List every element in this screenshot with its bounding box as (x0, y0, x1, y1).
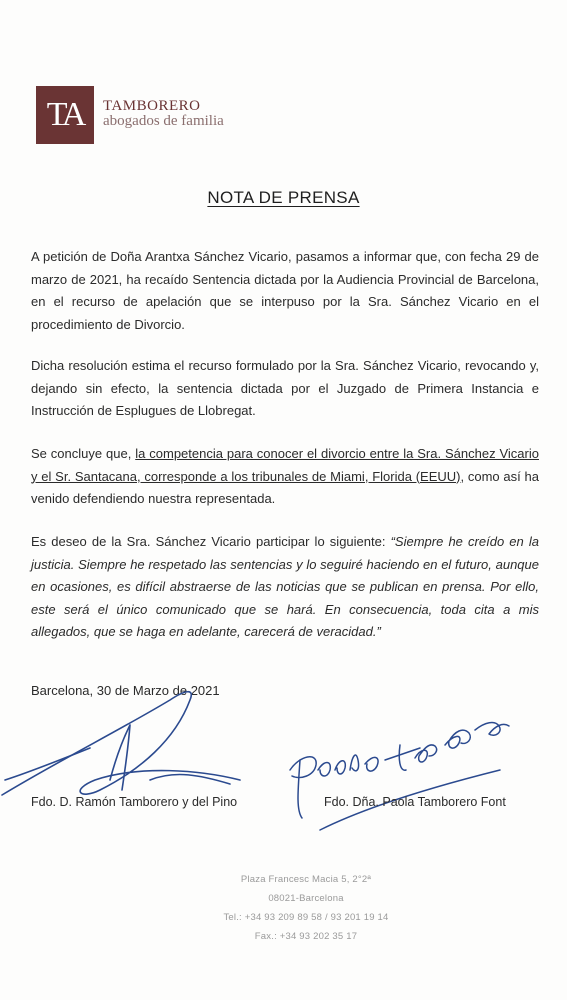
paragraph-4-quote: “Siempre he creído en la justicia. Siempre he respetado las sentencias y lo seguiré haciendo en el futuro, aunque en ocasiones, es difícil abstraerse de las noticias que se publican en prensa. Por ello, este será el único comunicado que se hará. En consecuencia, toda cita a mis allegados, que se haga en adelante, carecerá de veracidad.” (31, 534, 539, 639)
paragraph-3-start: Se concluye que, (31, 446, 136, 461)
logo-mark: TA (46, 96, 84, 133)
paragraph-3 (31, 443, 539, 511)
paragraph-1: A petición de Doña Arantxa Sánchez Vicario, pasamos a informar que, con fecha 29 de marzo de 2021, ha recaído Sentencia dictada por la Audiencia Provincial de Barcelona, en el recurso de apelación que se interpuso por la Sra. Sánchez Vicario en el procedimiento de Divorcio. (31, 249, 539, 332)
signature-right-name: Fdo. Dña. Paola Tamborero Font (324, 795, 506, 809)
paragraph-3-end: , como así ha venido defendiendo nuestra representada. (31, 468, 539, 506)
signature-right-scribble (290, 723, 509, 830)
footer-fax: Fax.: +34 93 202 35 17 (254, 931, 358, 942)
date-line: Barcelona, 30 de Marzo de 2021 (31, 683, 220, 698)
paragraph-2: Dicha resolución estima el recurso formulado por la Sra. Sánchez Vicario, revocando y, dejando sin efecto, la sentencia dictada por el Juzgado de Primera Instancia e Instrucción de Esplugues de Llobregat. (31, 358, 539, 418)
firm-logo (36, 86, 94, 144)
firm-subtitle: abogados de familia (103, 113, 224, 129)
footer-city: 08021-Barcelona (268, 893, 344, 904)
paragraph-4 (31, 531, 539, 644)
footer-contact (0, 870, 567, 946)
signature-left-scribble (2, 692, 240, 795)
footer-address: Plaza Francesc Macia 5, 2°2ª (240, 874, 372, 885)
paragraph-4-start: Es deseo de la Sra. Sánchez Vicario participar lo siguiente: (31, 534, 391, 549)
footer-tel: Tel.: +34 93 209 89 58 / 93 201 19 14 (223, 912, 389, 923)
paragraph-3-underlined: la competencia para conocer el divorcio entre la Sra. Sánchez Vicario y el Sr. Santacana, corresponde a los tribunales de Miami, Florida (EEUU) (31, 446, 539, 484)
firm-name: TAMBORERO (103, 98, 201, 114)
document-title: NOTA DE PRENSA (207, 188, 360, 207)
signature-left-name: Fdo. D. Ramón Tamborero y del Pino (31, 795, 238, 809)
